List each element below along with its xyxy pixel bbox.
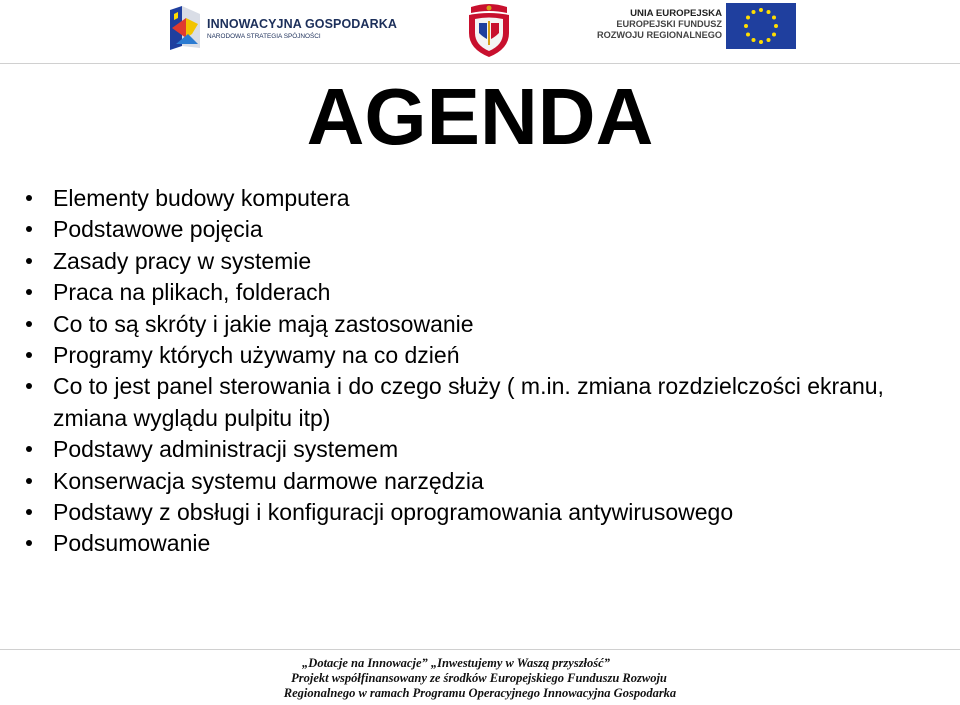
agenda-item: [24, 497, 944, 528]
agenda-item: [24, 528, 944, 559]
agenda-item: [24, 246, 944, 277]
eu-logo-line3: ROZWOJU REGIONALNEGO: [596, 30, 722, 40]
agenda-item: [24, 340, 944, 371]
page-title: [0, 72, 960, 162]
agenda-item: [24, 309, 944, 340]
footer: [0, 656, 960, 701]
agenda-item: [24, 183, 944, 214]
agenda-item-text: Co to są skróty i jakie mają zastosowanie: [53, 310, 474, 337]
agenda-item: [24, 466, 944, 497]
agenda-list: [24, 183, 944, 560]
footer-line-2: Projekt współfinansowany ze środków Europejskiego Funduszu Rozwoju: [291, 671, 667, 685]
agenda-item-text: Podstawowe pojęcia: [53, 216, 263, 243]
agenda-item-text: Praca na plikach, folderach: [53, 279, 331, 306]
agenda-item-text: Elementy budowy komputera: [53, 185, 350, 211]
footer-line-1: „Dotacje na Innowacje” „Inwestujemy w Waszą przyszłość”: [302, 656, 610, 670]
eu-flag-icon: [726, 3, 796, 49]
bullet-icon: [26, 540, 32, 546]
agenda-item-text: Podstawy administracji systemem: [53, 436, 399, 463]
logo-title: INNOWACYJNA GOSPODARKA: [207, 17, 397, 31]
header: [0, 0, 960, 62]
eu-logo-line2: EUROPEJSKI FUNDUSZ: [616, 19, 722, 29]
footer-line-3: Regionalnego w ramach Programu Operacyjnego Innowacyjna Gospodarka: [283, 686, 677, 700]
agenda-item-text: Zasady pracy w systemie: [53, 247, 312, 274]
agenda-item: [24, 277, 944, 308]
innowacyjna-gospodarka-logo: [168, 4, 398, 54]
page-title-text: AGENDA: [306, 72, 654, 161]
bullet-icon: [26, 352, 32, 358]
logo-subtitle: NARODOWA STRATEGIA SPÓJNOŚCI: [207, 33, 321, 40]
bullet-icon: [26, 289, 32, 295]
bullet-icon: [26, 321, 32, 327]
agenda-item: [24, 371, 944, 434]
bullet-icon: [26, 258, 32, 264]
bullet-icon: [26, 478, 32, 484]
eu-logo-line1: UNIA EUROPEJSKA: [630, 8, 722, 19]
coat-of-arms-icon: [463, 3, 515, 59]
agenda-item-text: Konserwacja systemu darmowe narzędzia: [53, 467, 484, 494]
bullet-icon: [26, 509, 32, 515]
bullet-icon: [26, 226, 32, 232]
eu-logo-text: [597, 8, 722, 41]
agenda-item-text: Podstawy z obsługi i konfiguracji oprogramowania antywirusowego: [53, 499, 734, 526]
eu-logo: [596, 3, 800, 53]
innowacyjna-gospodarka-mark-icon: [168, 4, 202, 52]
footer-divider: [0, 649, 960, 650]
bullet-icon: [26, 383, 32, 389]
agenda-item: [24, 434, 944, 465]
agenda-item-text: Co to jest panel sterowania i do czego służy ( m.in. zmiana rozdzielczości ekranu, zmiana wyglądu pulpitu itp): [53, 373, 884, 431]
agenda-item: [24, 214, 944, 245]
bullet-icon: [26, 195, 32, 201]
bullet-icon: [26, 446, 32, 452]
header-divider: [0, 63, 960, 64]
agenda-item-text: Podsumowanie: [53, 530, 211, 557]
agenda-item-text: Programy których używamy na co dzień: [53, 342, 460, 369]
